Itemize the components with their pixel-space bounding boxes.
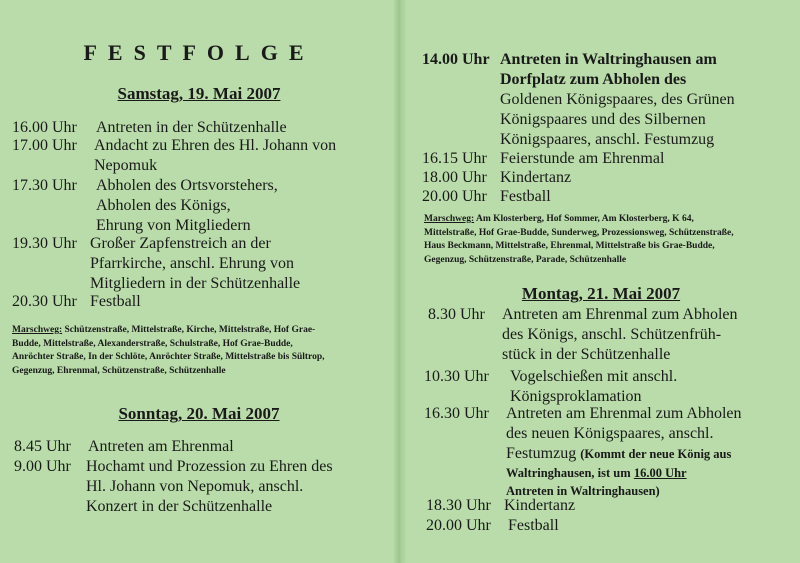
event-line: Kindertanz (504, 497, 576, 514)
event-line: Feierstunde am Ehrenmal (500, 150, 665, 167)
event-line: Mitgliedern in der Schützenhalle (90, 275, 301, 292)
event-line: Goldenen Königspaares, des Grünen (500, 91, 735, 108)
event-time: 14.00 Uhr (422, 51, 490, 68)
event-line: Antreten in der Schützenhalle (96, 119, 287, 136)
event-line: Königsproklamation (510, 388, 642, 405)
event-line: Antreten am Ehrenmal zum Abholen (506, 405, 742, 422)
event-line: Festball (508, 517, 559, 534)
event-time: 18.00 Uhr (422, 169, 487, 186)
event-time: 20.00 Uhr (422, 188, 487, 205)
monday-note: (Kommt der neue König aus (580, 447, 732, 461)
march-line: Schützenstraße, Mittelstraße, Kirche, Mittelstraße, Hof Grae- (64, 325, 316, 335)
monday-note: Waltringhausen, ist um (506, 466, 634, 480)
march-line: Am Klosterberg, Hof Sommer, Am Klosterberg, K 64, (475, 214, 694, 224)
event-line: Andacht zu Ehren des Hl. Johann von (94, 137, 337, 154)
event-line: Großer Zapfenstreich an der (90, 235, 271, 252)
event-line: Antreten am Ehrenmal zum Abholen (502, 306, 738, 323)
event-line: Festball (90, 293, 141, 310)
event-time: 17.30 Uhr (12, 177, 77, 194)
event-time: 16.30 Uhr (424, 405, 489, 422)
event-time: 18.30 Uhr (426, 497, 491, 514)
monday-heading: Montag, 21. Mai 2007 (521, 284, 681, 303)
march-line: Gegenzug, Ehrenmal, Schützenstraße, Schützenhalle (12, 365, 226, 376)
event-line: des neuen Königspaares, anschl. (506, 425, 714, 442)
event-time: 19.30 Uhr (12, 235, 77, 252)
march-line: Gegenzug, Schützenstraße, Parade, Schützenhalle (424, 254, 627, 265)
event-time: 10.30 Uhr (424, 368, 489, 385)
march-line: Haus Beckmann, Mittelstraße, Ehrenmal, Mittelstraße bis Grae-Budde, (424, 241, 715, 251)
event-time: 9.00 Uhr (14, 458, 71, 475)
march-label: Marschweg: (424, 214, 475, 224)
event-line: Abholen des Königs, (96, 197, 231, 214)
event-time: 16.15 Uhr (422, 150, 487, 167)
event-line: Vogelschießen mit anschl. (510, 368, 678, 385)
event-line: Ehrung von Mitgliedern (96, 217, 251, 234)
march-line: Anröchter Straße, In der Schlöte, Anröchter Straße, Mittelstraße bis Sültrop, (12, 352, 325, 362)
event-time: 8.30 Uhr (428, 306, 485, 323)
event-line: Königspaares und des Silbernen (500, 111, 706, 128)
event-line: Antreten in Waltringhausen am (500, 51, 717, 68)
march-line: Budde, Mittelstraße, Alexanderstraße, Schulstraße, Hof Grae-Budde, (12, 338, 293, 349)
event-line: Dorfplatz zum Abholen des (500, 71, 687, 88)
event-line: Hl. Johann von Nepomuk, anschl. (86, 478, 304, 495)
event-line: Hochamt und Prozession zu Ehren des (86, 458, 333, 475)
event-line: Nepomuk (94, 157, 158, 174)
event-line: Konzert in der Schützenhalle (86, 498, 273, 515)
monday-note: Antreten in Waltringhausen) (506, 484, 660, 498)
event-line: Festball (500, 188, 551, 205)
event-line: Königspaares, anschl. Festumzug (500, 131, 715, 148)
event-time: 16.00 Uhr (12, 119, 77, 136)
march-label: Marschweg: (12, 325, 63, 335)
event-line: stück in der Schützenhalle (502, 346, 671, 363)
event-time: 20.30 Uhr (12, 293, 77, 310)
march-line: Mittelstraße, Hof Grae-Budde, Sunderweg, Prozessionsweg, Schützenstraße, (424, 227, 734, 238)
event-line: Abholen des Ortsvorstehers, (96, 177, 278, 194)
event-line: Antreten am Ehrenmal (88, 438, 234, 455)
event-time: 20.00 Uhr (426, 517, 491, 534)
saturday-marching-route (12, 324, 325, 378)
event-time: 17.00 Uhr (12, 137, 77, 154)
sunday-marching-route (424, 213, 734, 267)
event-time: 8.45 Uhr (14, 438, 71, 455)
saturday-heading: Samstag, 19. Mai 2007 (117, 84, 281, 103)
event-line: Festumzug (506, 445, 577, 462)
page-title: FESTFOLGE (83, 40, 315, 65)
sunday-heading: Sonntag, 20. Mai 2007 (118, 404, 280, 423)
monday-note-time: 16.00 Uhr (633, 466, 687, 480)
event-line: Kindertanz (500, 169, 572, 186)
event-line: des Königs, anschl. Schützenfrüh- (502, 326, 722, 343)
event-line: Pfarrkirche, anschl. Ehrung von (90, 255, 294, 272)
